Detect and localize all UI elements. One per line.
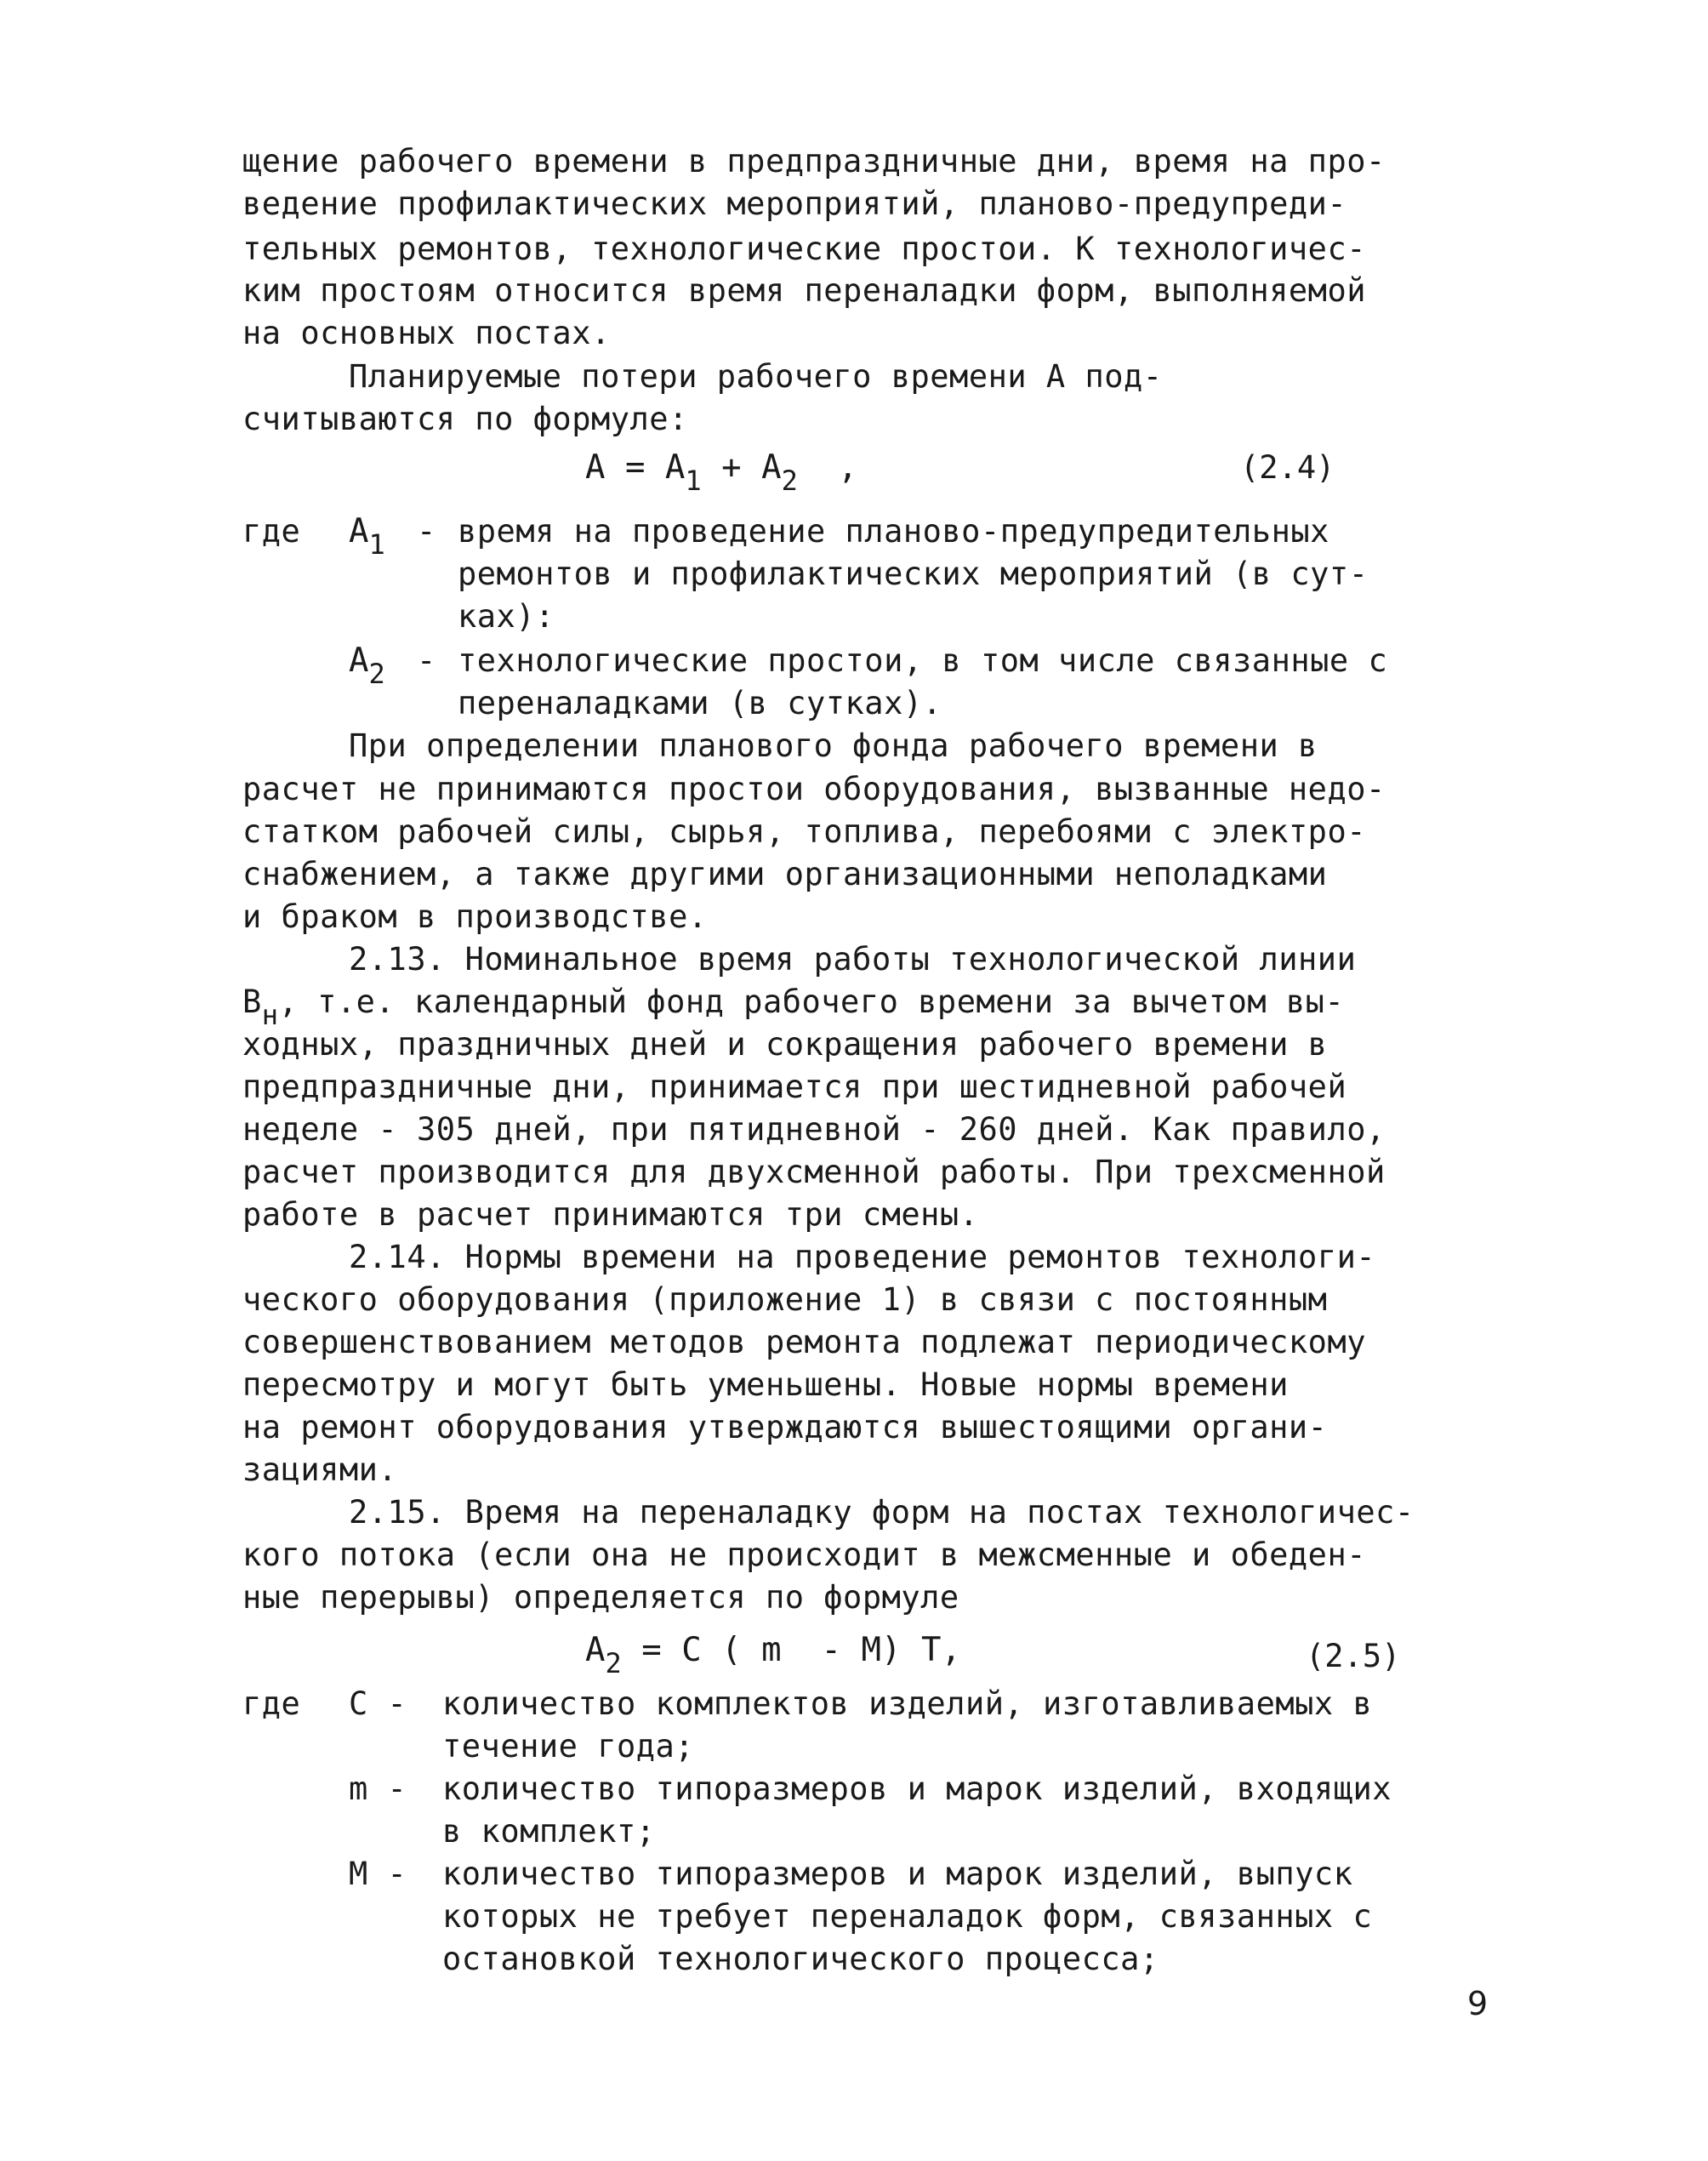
formula-2-4-sub-2: 2 — [781, 465, 798, 497]
equation-number-2-4: (2.4) — [1240, 449, 1335, 486]
equation-number-2-5: (2.5) — [1306, 1638, 1401, 1674]
paragraph-2-14-line-2: ческого оборудования (приложение 1) в связи с постоянным — [242, 1281, 1328, 1318]
paragraph-3-line-1: При определении планового фонда рабочего времени в — [349, 727, 1318, 764]
formula-2-4-sub-1: 1 — [685, 465, 702, 497]
paragraph-2-13-line-1: 2.13. Номинальное время работы технологической линии — [349, 941, 1357, 978]
paragraph-2-15-line-1: 2.15. Время на переналадку форм на постах технологичес- — [349, 1494, 1415, 1531]
symbol-bn-sub: н — [261, 999, 279, 1031]
c-definition-line-2: течение года; — [442, 1728, 695, 1765]
paragraph-2-14-line-5: на ремонт оборудования утверждаются вышестоящими органи- — [242, 1409, 1328, 1445]
paragraph-1-line-5: на основных постах. — [242, 315, 611, 351]
a1-definition-line-1: время на проведение планово-предупредительных — [458, 513, 1329, 550]
formula-2-5 — [585, 1629, 961, 1679]
symbol-bn-letter: В — [242, 984, 262, 1020]
M-definition-line-3: остановкой технологического процесса; — [442, 1941, 1159, 1977]
symbol-a2-sub: 2 — [368, 658, 385, 690]
formula-2-4-comma: , — [797, 448, 858, 487]
paragraph-3-line-3: статком рабочей силы, сырья, топлива, перебоями с электро- — [242, 813, 1367, 850]
paragraph-2-15-line-3: ные перерывы) определяется по формуле — [242, 1579, 959, 1616]
symbol-a2-dash: - — [417, 642, 436, 679]
paragraph-1-line-3: тельных ремонтов, технологические простои. К технологичес- — [242, 231, 1367, 267]
symbol-a2 — [349, 640, 385, 690]
paragraph-1-line-4: ким простоям относится время переналадки форм, выполняемой — [242, 272, 1367, 309]
paragraph-2-13-line-4: предпраздничные дни, принимается при шестидневной рабочей — [242, 1069, 1347, 1105]
paragraph-2-13-line-3: ходных, праздничных дней и сокращения рабочего времени в — [242, 1026, 1328, 1063]
symbol-a1-dash: - — [417, 513, 436, 550]
paragraph-3-line-2: расчет не принимаются простои оборудования, вызванные недо- — [242, 771, 1386, 807]
where-label-1: где — [242, 513, 301, 550]
M-definition-line-1: количество типоразмеров и марок изделий, выпуск — [442, 1856, 1353, 1892]
a2-definition-line-2: переналадками (в сутках). — [458, 685, 942, 721]
paragraph-2-14-line-6: зациями. — [242, 1451, 398, 1488]
paragraph-2-line-1: Планируемые потери рабочего времени А под- — [349, 358, 1163, 395]
symbol-a1 — [349, 510, 385, 561]
where-label-2: где — [242, 1685, 301, 1722]
paragraph-1-line-1: щение рабочего времени в предпраздничные дни, время на про- — [242, 143, 1386, 180]
symbol-a2-letter: А — [349, 641, 369, 680]
formula-2-4 — [585, 447, 858, 497]
paragraph-2-14-line-1: 2.14. Нормы времени на проведение ремонтов технологи- — [349, 1239, 1376, 1275]
symbol-a1-sub: 1 — [368, 528, 385, 561]
paragraph-3-line-4: снабжением, а также другими организационными неполадками — [242, 856, 1328, 892]
symbol-a1-letter: А — [349, 512, 369, 550]
paragraph-2-14-line-4: пересмотру и могут быть уменьшены. Новые нормы времени — [242, 1366, 1289, 1403]
paragraph-2-13-line-2-text: , т.е. календарный фонд рабочего времени за вычетом вы- — [278, 984, 1345, 1020]
c-definition-line-1: количество комплектов изделий, изготавливаемых в — [442, 1685, 1373, 1722]
paragraph-2-line-2: считываются по формуле: — [242, 401, 688, 437]
symbol-c: С - — [349, 1685, 407, 1722]
paragraph-2-13-line-2 — [242, 981, 1345, 1031]
paragraph-2-14-line-3: совершенствованием методов ремонта подлежат периодическому — [242, 1324, 1367, 1360]
formula-2-5-sub: 2 — [605, 1647, 622, 1679]
a1-definition-line-3: ках): — [458, 598, 555, 635]
paragraph-2-13-line-6: расчет производится для двухсменной работы. При трехсменной — [242, 1154, 1386, 1190]
symbol-m-lower: m - — [349, 1770, 407, 1807]
paragraph-3-line-5: и браком в производстве. — [242, 898, 708, 935]
paragraph-1-line-2: ведение профилактических мероприятий, планово-предупреди- — [242, 185, 1347, 222]
paragraph-2-13-line-5: неделе - 305 дней, при пятидневной - 260 дней. Как правило, — [242, 1111, 1386, 1148]
symbol-m-upper: М - — [349, 1856, 407, 1892]
page-number: 9 — [1467, 1985, 1489, 2022]
formula-2-5-rhs: = С ( m - М) Т, — [621, 1631, 961, 1669]
a1-definition-line-2: ремонтов и профилактических мероприятий (в сут- — [458, 556, 1369, 592]
formula-2-5-lhs: А — [585, 1631, 606, 1669]
m-definition-line-1: количество типоразмеров и марок изделий, входящих — [442, 1770, 1392, 1807]
paragraph-2-13-line-7: работе в расчет принимаются три смены. — [242, 1196, 979, 1233]
m-definition-line-2: в комплект; — [442, 1813, 656, 1850]
formula-2-4-lhs: А = А — [585, 448, 686, 487]
M-definition-line-2: которых не требует переналадок форм, связанных с — [442, 1898, 1373, 1935]
paragraph-2-15-line-2: кого потока (если она не происходит в межсменные и обеден- — [242, 1537, 1367, 1573]
formula-2-4-mid: + А — [701, 448, 782, 487]
a2-definition-line-1: технологические простои, в том числе связанные с — [458, 642, 1388, 679]
